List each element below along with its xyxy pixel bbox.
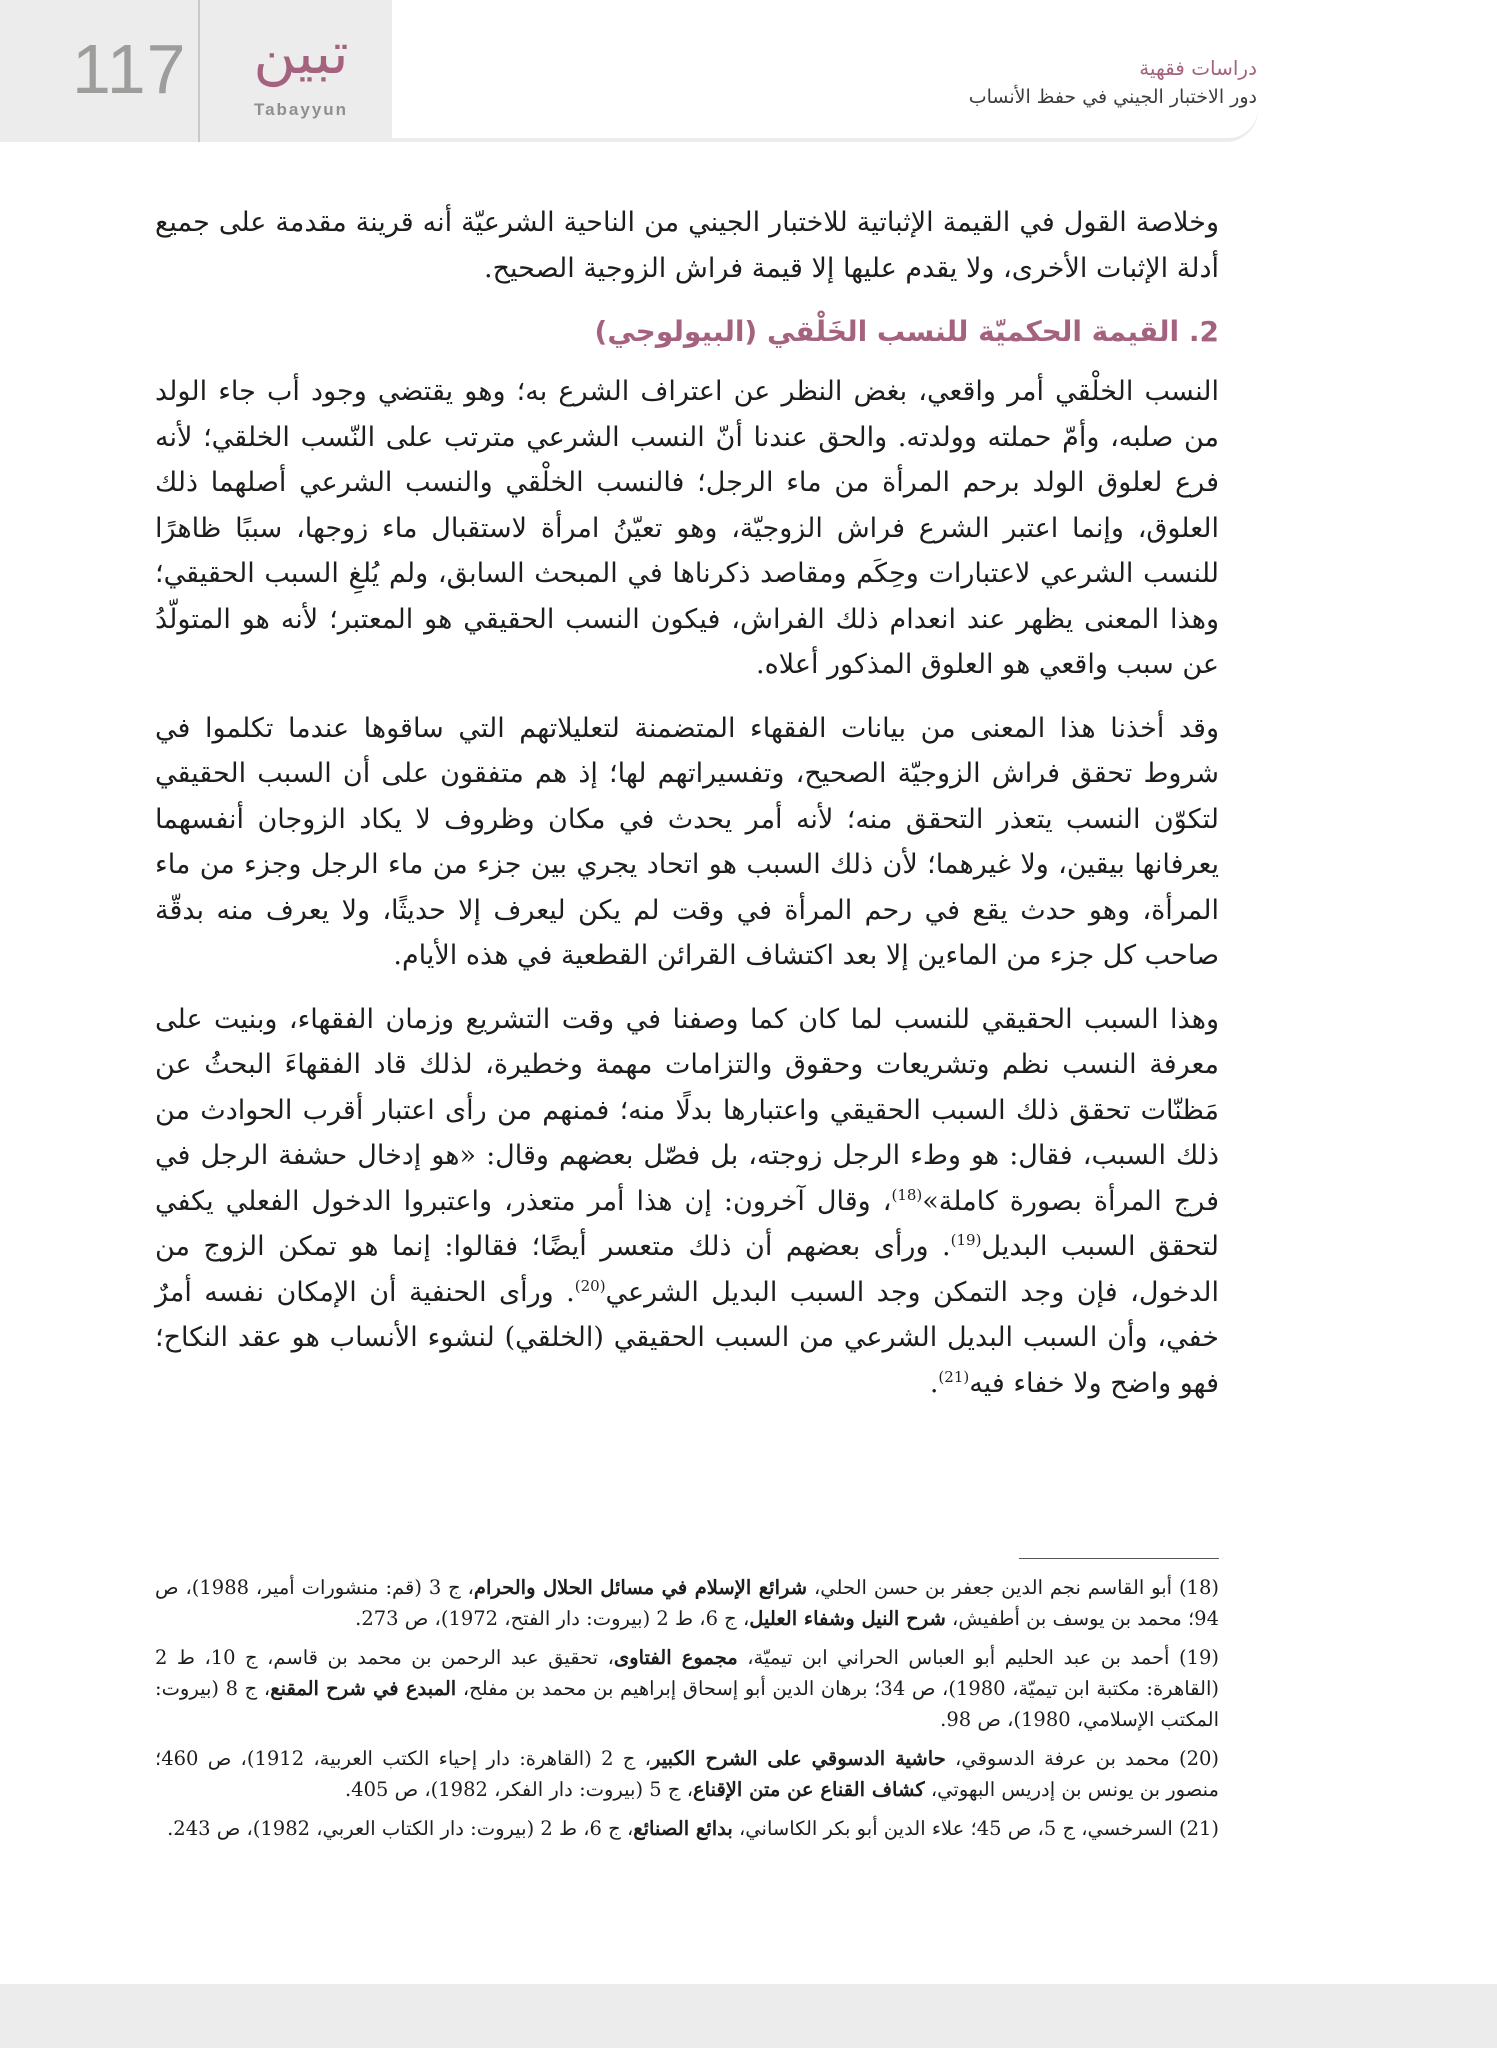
footnote-text: محمد بن عرفة الدسوقي، xyxy=(945,1747,1179,1770)
paragraph-jurists-statements: وقد أخذنا هذا المعنى من بيانات الفقهاء المتضمنة لتعليلاتهم التي ساقوها عندما تكلموا في شروط تحقق فراش الزوجيّة الصحيح، وتفسيراتهم لها؛ إذ هم متفقون على أن السبب الحقيقي لتكوّن النسب يتعذر التحقق منه؛ لأنه أمر يحدث في مكان وظروف لا يكاد الزوجان أنفسهما يعرفانها بيقين، ولا غيرهما؛ لأن ذلك السبب هو اتحاد يجري بين جزء من ماء الرجل وجزء من ماء المرأة، وهو حدث يقع في رحم المرأة في وقت لم يكن ليعرف إلا حديثًا، ولا يعرف منه بدقّة صاحب كل جزء من الماءين إلا بعد اكتشاف القرائن القطعية في هذه الأيام. xyxy=(155,712,1219,971)
paragraph-text: . ورأى بعضهم أن ذلك متعسر أيضًا؛ فقالوا: إنما هو تمكن الزوج من الدخول، فإن وجد التمكن وجد السبب البديل الشرعي xyxy=(155,1231,1219,1308)
footnote-text: ، ج 6، ط 2 (بيروت: دار الكتاب العربي، 1982)، ص 243. xyxy=(167,1817,634,1840)
page-header xyxy=(0,0,1497,142)
footnote-text: ، ج 6، ط 2 (بيروت: دار الفتح، 1972)، ص 273. xyxy=(355,1607,750,1630)
footnote-text: ، ج 2 (القاهرة: دار إحياء الكتب العربية، 1912)، ص 460؛ منصور بن يونس بن إدريس البهوتي، xyxy=(155,1747,1219,1801)
footnote-separator xyxy=(1019,1558,1219,1559)
paragraph-biological-lineage: النسب الخلْقي أمر واقعي، بغض النظر عن اعتراف الشرع به؛ وهو يقتضي وجود أب جاء الولد من صلبه، وأمّ حملته وولدته. والحق عندنا أنّ النسب الشرعي مترتب على النّسب الخلقي؛ لأنه فرع لعلوق الولد برحم المرأة من ماء الرجل؛ فالنسب الخلْقي والنسب الشرعي أصلهما ذلك العلوق، وإنما اعتبر الشرع فراش الزوجيّة، وهو تعيّنُ امرأة لاستقبال ماء زوجها، سببًا ظاهرًا للنسب الشرعي لاعتبارات وحِكَم ومقاصد ذكرناها في المبحث السابق، ولم يُلغِ السبب الحقيقي؛ وهذا المعنى يظهر عند انعدام ذلك الفراش، فيكون النسب الحقيقي هو المعتبر؛ لأنه هو المتولّدُ عن سبب واقعي هو العلوق المذكور أعلاه. xyxy=(155,376,1219,680)
paragraph-real-cause xyxy=(155,997,1219,1407)
footnote-book-title: مجموع الفتاوى xyxy=(613,1646,738,1669)
footnote-number: (21) xyxy=(1178,1817,1219,1840)
header-divider xyxy=(198,0,200,142)
footnote-number: (20) xyxy=(1178,1747,1220,1770)
footnote-21 xyxy=(155,1813,1219,1844)
footnote-text: ، تحقيق عبد الرحمن بن محمد بن قاسم، ج 10، ط 2 (القاهرة: مكتبة ابن تيميّة، 1980)، ص 34؛ برهان الدين أبو إسحاق إبراهيم بن محمد بن مفلح، xyxy=(155,1646,1220,1700)
tabayyun-logo xyxy=(212,18,390,126)
header-title-panel xyxy=(392,0,1258,138)
section-heading: 2. القيمة الحكميّة للنسب الخَلْقي (البيولوجي) xyxy=(594,315,1219,348)
footnote-text: أحمد بن عبد الحليم أبو العباس الحراني ابن تيميّة، xyxy=(737,1646,1179,1669)
footnote-book-title: حاشية الدسوقي على الشرح الكبير xyxy=(650,1747,946,1770)
footnote-book-title: شرح النيل وشفاء العليل xyxy=(749,1607,946,1630)
paragraph-text: . ورأى الحنفية أن الإمكان نفسه أمرٌ خفي، وأن السبب البديل الشرعي من السبب الحقيقي (الخلقي) لنشوء الأنساب هو عقد النكاح؛ فهو واضح ولا خفاء فيه xyxy=(155,1276,1219,1399)
article-body xyxy=(155,200,1219,1424)
page-number: 117 xyxy=(72,30,187,108)
footnote-ref-18[interactable]: (18) xyxy=(891,1185,923,1204)
footnote-text: ، ج 3 (قم: منشورات أمير، 1988)، ص 94؛ محمد بن يوسف بن أطفيش، xyxy=(155,1576,1219,1630)
paragraph-text: وهذا السبب الحقيقي للنسب لما كان كما وصفنا في وقت التشريع وزمان الفقهاء، وبنيت على معرفة النسب نظم وتشريعات وحقوق والتزامات مهمة وخطيرة، لذلك قاد الفقهاءَ البحثُ عن مَظنّات تحقق ذلك السبب الحقيقي واعتبارها بدلًا منه؛ فمنهم من رأى اعتبار أقرب الحوادث من ذلك السبب، فقال: هو وطء الرجل زوجته، بل فصّل بعضهم وقال: «هو إدخال حشفة الرجل في فرج المرأة بصورة كاملة» xyxy=(155,1003,1220,1217)
footnote-ref-20[interactable]: (20) xyxy=(574,1276,606,1295)
footnote-18 xyxy=(155,1572,1219,1634)
paragraph-summary: وخلاصة القول في القيمة الإثباتية للاختبار الجيني من الناحية الشرعيّة أنه قرينة مقدمة على جميع أدلة الإثبات الأخرى، ولا يقدم عليها إلا قيمة فراش الزوجية الصحيح. xyxy=(155,207,1219,284)
footnote-number: (19) xyxy=(1178,1646,1219,1669)
footnote-number: (18) xyxy=(1178,1576,1219,1599)
logo-arabic-text: تبين xyxy=(253,19,349,87)
footnote-text: السرخسي، ج 5، ص 45؛ علاء الدين أبو بكر الكاساني، xyxy=(732,1817,1179,1840)
footnote-19 xyxy=(155,1642,1219,1735)
footnotes xyxy=(155,1572,1219,1852)
paragraph-text: . xyxy=(929,1367,939,1399)
footnote-book-title: كشاف القناع عن متن الإقناع xyxy=(693,1778,925,1801)
footnote-book-title: شرائع الإسلام في مسائل الحلال والحرام xyxy=(473,1576,808,1599)
footer-band xyxy=(0,1984,1497,2048)
logo-latin-text: Tabayyun xyxy=(253,100,349,119)
paragraph-text: ، وقال آخرون: إن هذا أمر متعذر، واعتبروا الدخول الفعلي يكفي لتحقق السبب البديل xyxy=(155,1185,1219,1262)
footnote-text: أبو القاسم نجم الدين جعفر بن حسن الحلي، xyxy=(807,1576,1179,1599)
footnote-text: ، ج 5 (بيروت: دار الفكر، 1982)، ص 405. xyxy=(344,1778,693,1801)
section-title: دراسات فقهية xyxy=(1139,56,1257,80)
footnote-ref-21[interactable]: (21) xyxy=(938,1367,970,1386)
footnote-text: ، ج 8 (بيروت: المكتب الإسلامي، 1980)، ص 98. xyxy=(155,1677,1219,1731)
article-title: دور الاختبار الجيني في حفظ الأنساب xyxy=(968,86,1257,108)
footnote-ref-19[interactable]: (19) xyxy=(950,1231,982,1249)
footnote-book-title: بدائع الصنائع xyxy=(633,1817,733,1840)
footnote-20 xyxy=(155,1743,1219,1805)
footnote-book-title: المبدع في شرح المقنع xyxy=(270,1677,457,1700)
